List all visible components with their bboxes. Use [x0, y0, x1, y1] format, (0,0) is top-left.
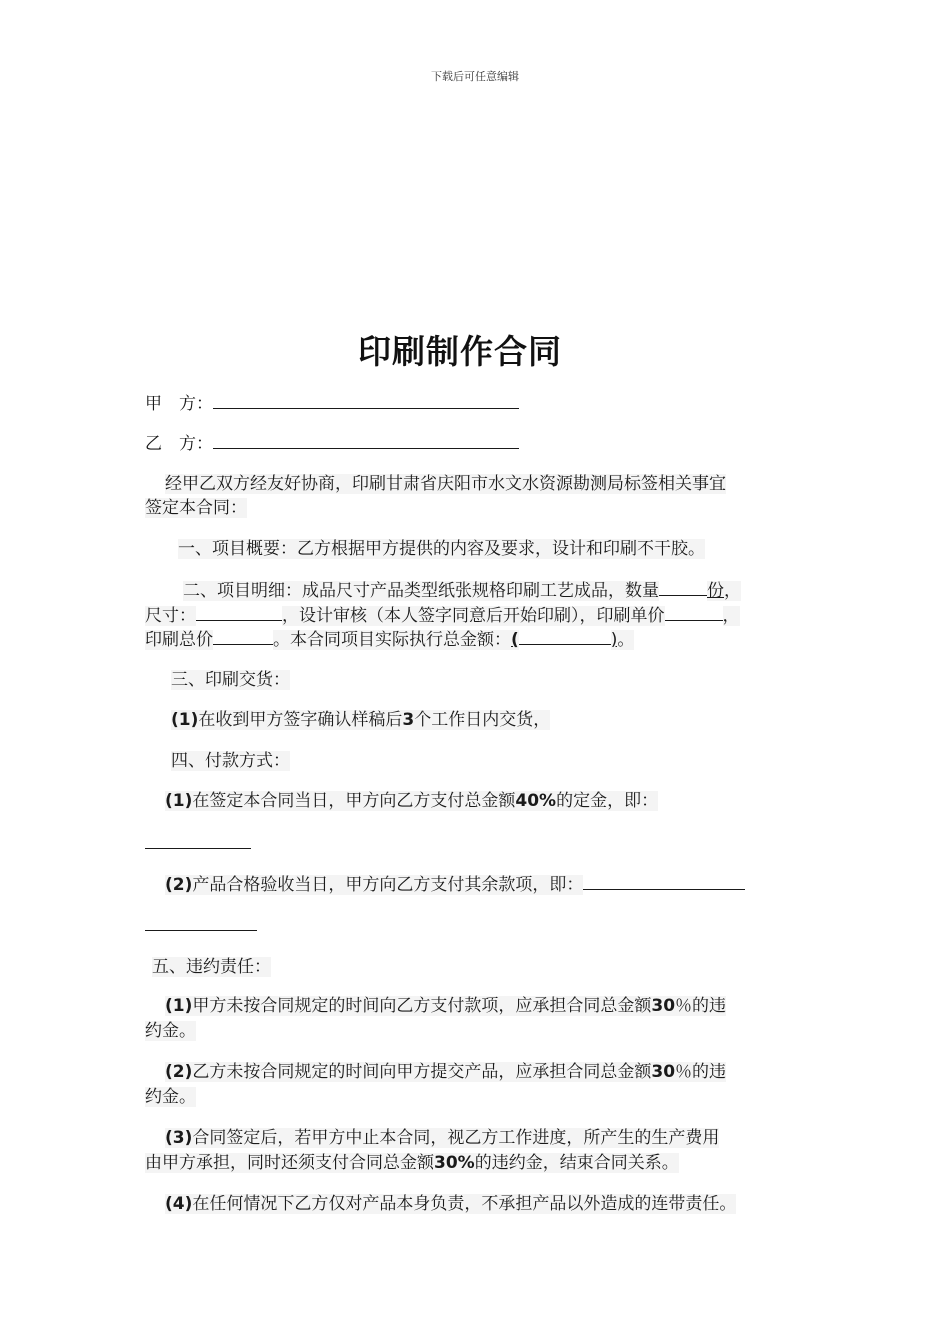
party-b-blank[interactable] — [213, 430, 519, 449]
deposit-amount-blank[interactable] — [145, 848, 251, 849]
total-amount-blank[interactable] — [519, 626, 611, 645]
section-5-item-1-cont: 约金。 — [145, 1021, 196, 1041]
balance-amount-blank-2[interactable] — [145, 930, 257, 931]
intro-line-1: 经甲乙双方经友好协商，印刷甘肃省庆阳市水文水资源勘测局标签相关事宜 — [165, 474, 726, 494]
section-2-line-2: 尺寸： ，设计审核（本人签字同意后开始印刷），印刷单价 ， — [145, 602, 810, 629]
section-5-item-3: (3)合同签定后，若甲方中止本合同，视乙方工作进度，所产生的生产费用 — [165, 1128, 720, 1148]
section-4-item-1: (1)在签定本合同当日，甲方向乙方支付总金额40%的定金，即： — [165, 791, 659, 811]
header-note: 下载后可任意编辑 — [431, 70, 519, 83]
party-a-label: 甲 方： — [145, 394, 213, 414]
section-3-heading: 三、印刷交货： — [171, 670, 290, 690]
quantity-blank[interactable] — [659, 577, 707, 596]
intro-line-2: 签定本合同： — [145, 498, 247, 518]
section-5-item-2-cont: 约金。 — [145, 1087, 196, 1107]
unit-price-blank[interactable] — [665, 602, 723, 621]
contract-title: 印刷制作合同 — [358, 332, 562, 371]
total-price-blank[interactable] — [213, 626, 273, 645]
party-a-blank[interactable] — [213, 390, 519, 409]
party-b-line — [145, 430, 810, 457]
section-4-heading: 四、付款方式： — [171, 751, 290, 771]
section-5-item-3-cont: 由甲方承担，同时还须支付合同总金额30%的违约金，结束合同关系。 — [145, 1153, 679, 1173]
section-5-item-2: (2)乙方未按合同规定的时间向甲方提交产品，应承担合同总金额30％的违 — [165, 1062, 727, 1082]
section-4-item-2: (2)产品合格验收当日，甲方向乙方支付其余款项，即： — [145, 871, 830, 898]
size-blank[interactable] — [196, 602, 282, 621]
section-2-line-1: 二、项目明细：成品尺寸产品类型纸张规格印刷工艺成品，数量 份， — [145, 577, 848, 604]
party-b-label: 乙 方： — [145, 434, 213, 454]
party-a-line — [145, 390, 810, 417]
section-2-line-3: 印刷总价 。本合同项目实际执行总金额：( )。 — [145, 626, 810, 653]
balance-amount-blank[interactable] — [583, 871, 745, 890]
section-5-heading: 五、违约责任： — [152, 957, 271, 977]
section-1: 一、项目概要：乙方根据甲方提供的内容及要求，设计和印刷不干胶。 — [178, 539, 705, 559]
section-3-item-1: (1)在收到甲方签字确认样稿后3个工作日内交货， — [171, 710, 551, 730]
section-5-item-4: (4)在任何情况下乙方仅对产品本身负责，不承担产品以外造成的连带责任。 — [165, 1194, 737, 1214]
section-5-item-1: (1)甲方未按合同规定的时间向乙方支付款项，应承担合同总金额30％的违 — [165, 996, 727, 1016]
